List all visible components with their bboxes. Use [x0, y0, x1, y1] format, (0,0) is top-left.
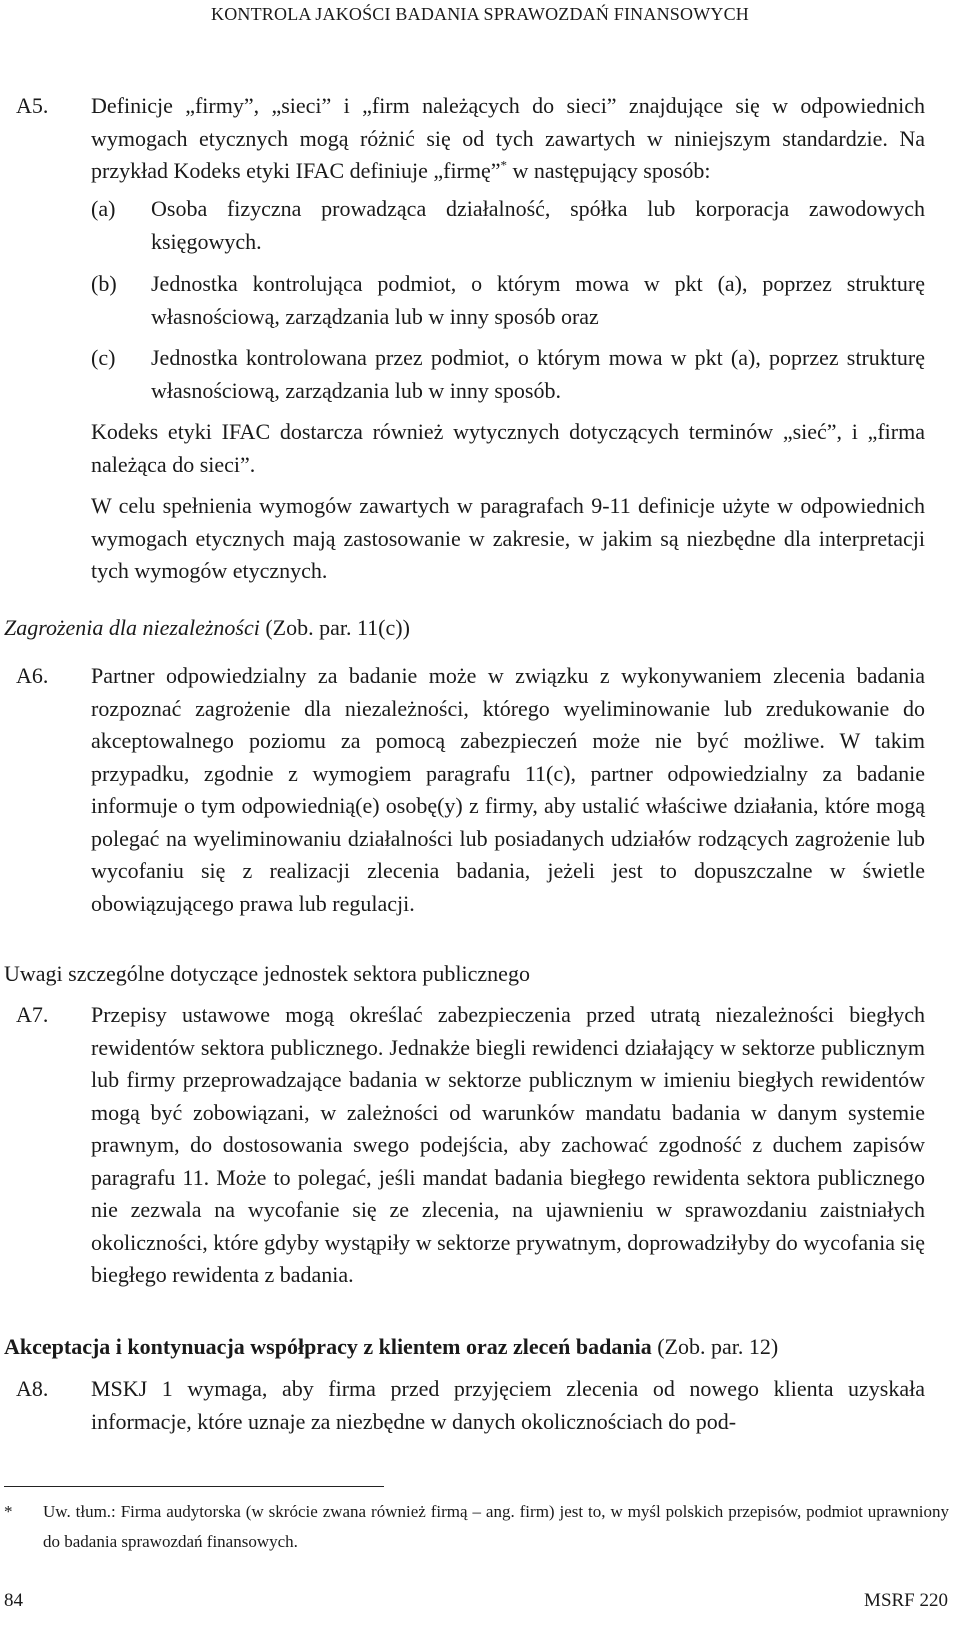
paragraph-a5-third: W celu spełnienia wymogów zawartych w paragrafach 9-11 definicje użyte w odpowiednich wymogach etycznych mają zastosowanie w zakresie, w jakim są niezbędne dla interpretacji tych wymogów etycznych.	[91, 493, 925, 583]
heading-reference: (Zob. par. 11(c))	[259, 615, 410, 640]
paragraph-number-a8: A8.	[16, 1376, 49, 1401]
footnote-text: Uw. tłum.: Firma audytorska (w skrócie zwana również firmą – ang. firm) jest to, w myśl polskich przepisów, podmiot uprawniony do badania sprawozdań finansowych.	[43, 1502, 949, 1551]
a5-intro-text: Definicje „firmy”, „sieci” i „firm należących do sieci” znajdujące się w odpowiednich wymogach etycznych mogą różnić się od tych zawartych w niniejszym standardzie. Na przykład Kodeks etyki IFAC definiuje „firmę”	[91, 93, 925, 183]
section-heading-acceptance	[4, 1331, 778, 1364]
section-heading-threats	[4, 612, 410, 645]
footnote-reference: *	[500, 157, 508, 173]
footnote-mark: *	[4, 1502, 13, 1521]
paragraph-a8: MSKJ 1 wymaga, aby firma przed przyjęciem zlecenia od nowego klienta uzyskała informacje, które uznaje za niezbędne w danych okolicznościach do pod-	[91, 1376, 925, 1434]
list-item-c: Jednostka kontrolowana przez podmiot, o którym mowa w pkt (a), poprzez strukturę własnościową, zarządzania lub w inny sposób.	[151, 345, 925, 403]
paragraph-a5-second: Kodeks etyki IFAC dostarcza również wytycznych dotyczących terminów „sieć”, i „firma należąca do sieci”.	[91, 419, 925, 477]
paragraph-number-a7: A7.	[16, 1002, 49, 1027]
running-header: KONTROLA JAKOŚCI BADANIA SPRAWOZDAŃ FINANSOWYCH	[211, 4, 749, 24]
page-number: 84	[4, 1590, 23, 1611]
section-heading-public-sector: Uwagi szczególne dotyczące jednostek sektora publicznego	[4, 961, 530, 986]
list-label-a: (a)	[91, 196, 116, 221]
a5-intro-tail: w następujący sposób:	[507, 158, 711, 183]
paragraph-number-a6: A6.	[16, 663, 49, 688]
heading-reference: (Zob. par. 12)	[651, 1334, 779, 1359]
footer-standard-label: MSRF 220	[864, 1590, 948, 1611]
heading-italic-text: Zagrożenia dla niezależności	[4, 615, 260, 640]
list-item-b: Jednostka kontrolująca podmiot, o którym mowa w pkt (a), poprzez strukturę własnościową, zarządzania lub w inny sposób oraz	[151, 271, 925, 329]
list-label-b: (b)	[91, 271, 117, 296]
paragraph-a6: Partner odpowiedzialny za badanie może w związku z wykonywaniem zlecenia badania rozpoznać zagrożenie dla niezależności, którego wyeliminowanie lub zredukowanie do akceptowalnego poziomu za pomocą zabezpieczeń może nie być możliwe. W takim przypadku, zgodnie z wymogiem paragrafu 11(c), partner odpowiedzialny za badanie informuje o tym odpowiednią(e) osobę(y) z firmy, aby ustalić właściwe działania, które mogą polegać na wyeliminowaniu działalności lub posiadanych udziałów rodzących zagrożenie lub wycofaniu się z realizacji zlecenia badania, jeżeli jest to dopuszczalne w świetle obowiązującego prawa lub regulacji.	[91, 663, 925, 916]
heading-bold-text: Akceptacja i kontynuacja współpracy z klientem oraz zleceń badania	[4, 1334, 652, 1359]
list-item-a: Osoba fizyczna prowadząca działalność, spółka lub korporacja zawodowych księgowych.	[151, 196, 925, 254]
list-label-c: (c)	[91, 345, 116, 370]
paragraph-a7: Przepisy ustawowe mogą określać zabezpieczenia przed utratą niezależności biegłych rewidentów sektora publicznego. Jednakże biegli rewidenci działający w sektorze publicznym lub firmy przeprowadzające badania w sektorze publicznym w imieniu biegłych rewidentów mogą być zobowiązani, w zależności od warunków mandatu badania w danym systemie prawnym, do dostosowania swego podejścia, aby zachować zgodność z duchem zapisów paragrafu 11. Może to polegać, jeśli mandat badania biegłego rewidenta sektora publicznego nie zezwala na wycofanie się ze zlecenia, na ujawnieniu w sprawozdaniu zaistniałych okoliczności, które gdyby wystąpiły w sektorze prywatnym, doprowadziłyby do wycofania się biegłego rewidenta z badania.	[91, 1002, 925, 1287]
footnote-separator	[4, 1486, 384, 1487]
paragraph-number-a5: A5.	[16, 93, 49, 118]
paragraph-a5-intro	[91, 90, 925, 188]
